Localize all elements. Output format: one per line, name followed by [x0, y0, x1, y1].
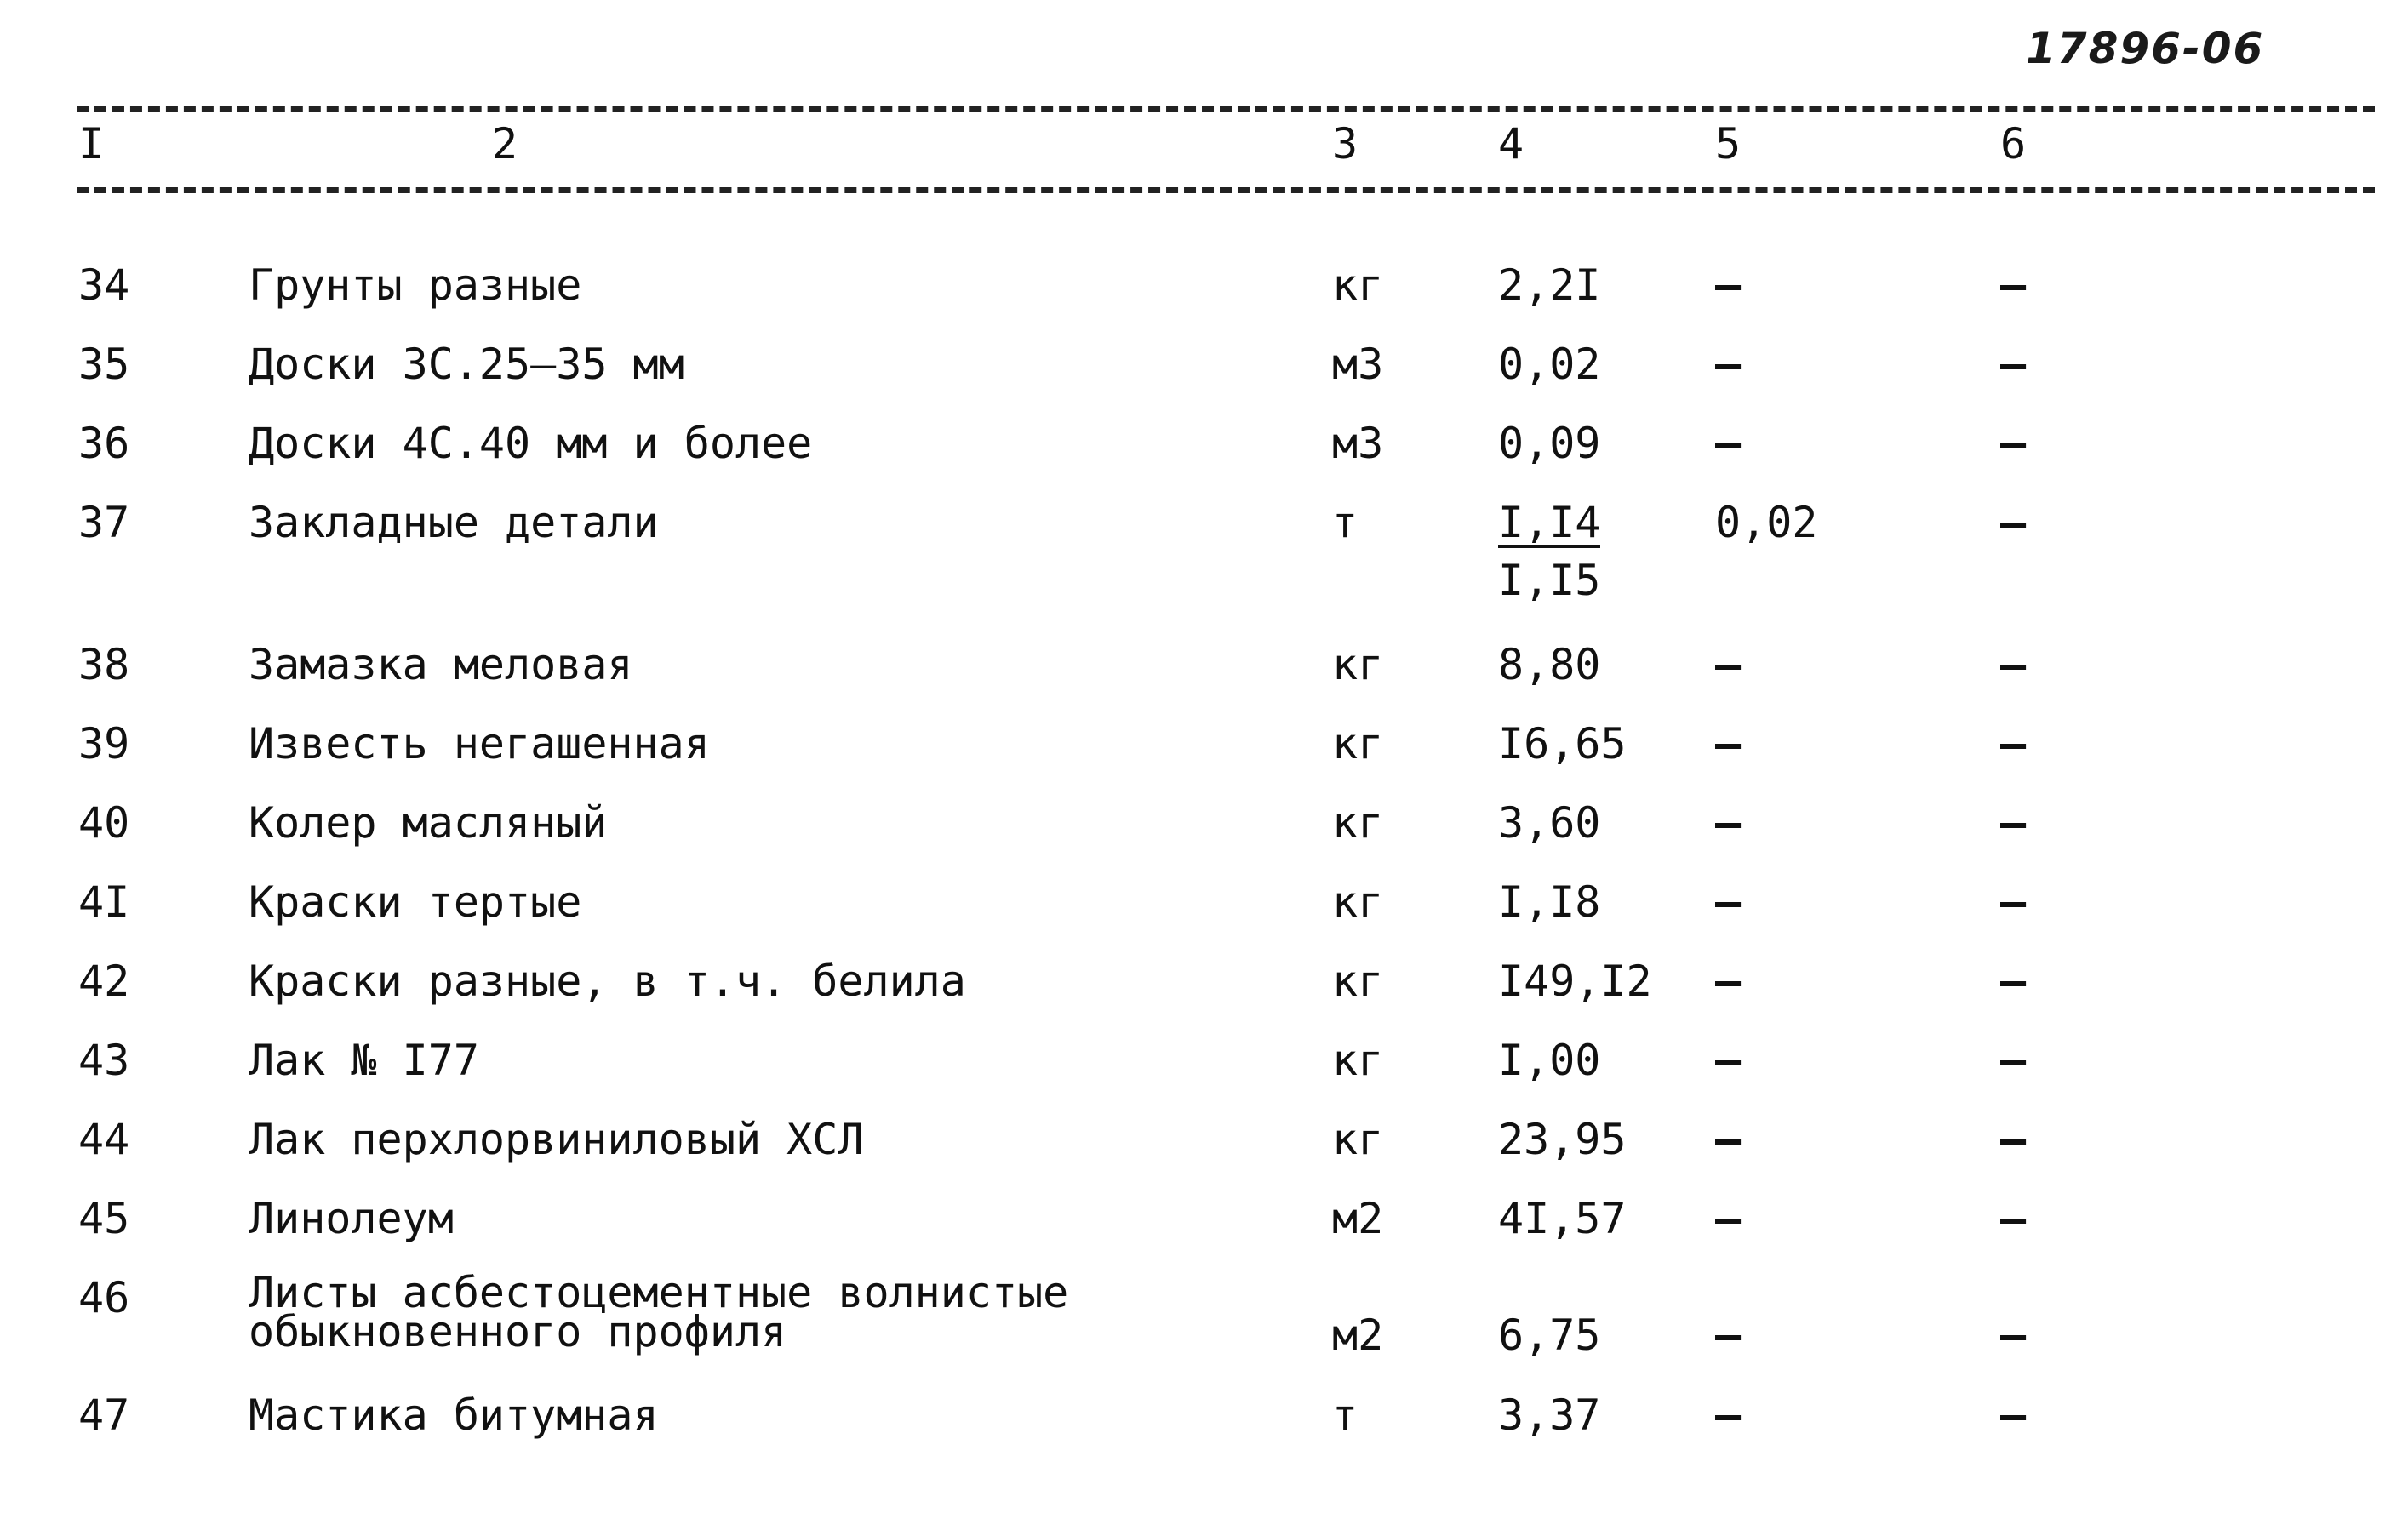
header-col-1: I: [78, 119, 105, 168]
material-name: Закладные детали: [249, 498, 659, 547]
quantity: 3,60: [1498, 798, 1601, 848]
unit: м3: [1332, 340, 1384, 389]
material-name: Линолеум: [249, 1194, 454, 1243]
unit: кг: [1332, 1115, 1384, 1164]
material-name-continued: обыкновенного профиля: [249, 1307, 787, 1356]
value-col-5: –: [1715, 640, 1742, 689]
value-col-6: –: [2000, 877, 2027, 927]
value-col-6: –: [2000, 340, 2027, 389]
table-row: [0, 1036, 2408, 1112]
table-header: [0, 119, 2408, 170]
value-col-6: –: [2000, 419, 2027, 468]
unit: кг: [1332, 798, 1384, 848]
quantity: 23,95: [1498, 1115, 1627, 1164]
header-col-2: 2: [492, 119, 518, 168]
value-col-5: 0,02: [1715, 498, 1818, 547]
table-row: [0, 798, 2408, 875]
quantity: 0,02: [1498, 340, 1601, 389]
table-row: [0, 640, 2408, 717]
material-name: Замазка меловая: [249, 640, 633, 689]
unit: м2: [1332, 1311, 1384, 1360]
unit: кг: [1332, 640, 1384, 689]
header-col-6: 6: [2000, 119, 2027, 168]
row-number: 45: [78, 1194, 130, 1243]
row-number: 47: [78, 1391, 130, 1440]
row-number: 36: [78, 419, 130, 468]
value-col-5: –: [1715, 719, 1742, 768]
value-col-6: –: [2000, 260, 2027, 310]
table-row: [0, 1194, 2408, 1271]
table-row: [0, 957, 2408, 1033]
material-name: Колер масляный: [249, 798, 608, 848]
table-row: [0, 719, 2408, 796]
header-col-5: 5: [1715, 119, 1742, 168]
unit: кг: [1332, 877, 1384, 927]
quantity: 8,80: [1498, 640, 1601, 689]
value-col-5: –: [1715, 1194, 1742, 1243]
value-col-6: –: [2000, 1311, 2027, 1360]
header-col-4: 4: [1498, 119, 1524, 168]
material-name: Лак № I77: [249, 1036, 479, 1085]
value-col-5: –: [1715, 340, 1742, 389]
row-number: 46: [78, 1273, 130, 1322]
row-number: 43: [78, 1036, 130, 1085]
unit: м3: [1332, 419, 1384, 468]
quantity: 0,09: [1498, 419, 1601, 468]
material-name: Доски 4С.40 мм и более: [249, 419, 813, 468]
row-number: 37: [78, 498, 130, 547]
material-name: Листы асбестоцементные волнистые: [249, 1268, 1069, 1317]
value-col-5: –: [1715, 419, 1742, 468]
value-col-5: –: [1715, 1036, 1742, 1085]
material-name: Известь негашенная: [249, 719, 710, 768]
value-col-6: –: [2000, 798, 2027, 848]
value-col-6: –: [2000, 640, 2027, 689]
unit: т: [1332, 498, 1358, 547]
row-number: 4I: [78, 877, 130, 927]
material-name: Краски тертые: [249, 877, 582, 927]
table-row: [0, 1115, 2408, 1191]
quantity: I49,I2: [1498, 957, 1652, 1006]
quantity: 2,2I: [1498, 260, 1601, 310]
header-top-rule: [77, 106, 2375, 112]
table-row: [0, 419, 2408, 495]
quantity: I,00: [1498, 1036, 1601, 1085]
material-name: Мастика битумная: [249, 1391, 659, 1440]
unit: кг: [1332, 957, 1384, 1006]
row-number: 42: [78, 957, 130, 1006]
table-row: [0, 1391, 2408, 1467]
table-row: [0, 260, 2408, 337]
quantity: I,I8: [1498, 877, 1601, 927]
header-bottom-rule: [77, 187, 2375, 193]
value-col-5: –: [1715, 798, 1742, 848]
unit: т: [1332, 1391, 1358, 1440]
material-name: Грунты разные: [249, 260, 582, 310]
value-col-5: –: [1715, 957, 1742, 1006]
row-number: 39: [78, 719, 130, 768]
value-col-5: –: [1715, 1311, 1742, 1360]
value-col-5: –: [1715, 1391, 1742, 1440]
value-col-6: –: [2000, 1036, 2027, 1085]
quantity: 4I,57: [1498, 1194, 1627, 1243]
row-number: 40: [78, 798, 130, 848]
unit: кг: [1332, 260, 1384, 310]
row-number: 35: [78, 340, 130, 389]
quantity: I6,65: [1498, 719, 1627, 768]
header-col-3: 3: [1332, 119, 1358, 168]
value-col-6: –: [2000, 1115, 2027, 1164]
table-row: [0, 340, 2408, 416]
value-col-5: –: [1715, 1115, 1742, 1164]
row-number: 34: [78, 260, 130, 310]
material-name: Краски разные, в т.ч. белила: [249, 957, 966, 1006]
row-number: 38: [78, 640, 130, 689]
quantity-numerator: I,I4: [1498, 498, 1601, 547]
value-col-6: –: [2000, 498, 2027, 547]
value-col-6: –: [2000, 1391, 2027, 1440]
table-row: [0, 1268, 2408, 1367]
value-col-6: –: [2000, 1194, 2027, 1243]
value-col-6: –: [2000, 719, 2027, 768]
value-col-6: –: [2000, 957, 2027, 1006]
row-number: 44: [78, 1115, 130, 1164]
quantity: 3,37: [1498, 1391, 1601, 1440]
table-row: [0, 498, 2408, 617]
value-col-5: –: [1715, 877, 1742, 927]
unit: м2: [1332, 1194, 1384, 1243]
unit: кг: [1332, 1036, 1384, 1085]
unit: кг: [1332, 719, 1384, 768]
quantity: [1498, 498, 1600, 548]
table-row: [0, 877, 2408, 954]
value-col-5: –: [1715, 260, 1742, 310]
material-name: Доски 3С.25–35 мм: [249, 340, 684, 389]
material-name: Лак перхлорвиниловый ХСЛ: [249, 1115, 864, 1164]
quantity-denominator: I,I5: [1498, 556, 1601, 605]
document-number: 17896-06: [2026, 24, 2265, 73]
quantity: 6,75: [1498, 1311, 1601, 1360]
